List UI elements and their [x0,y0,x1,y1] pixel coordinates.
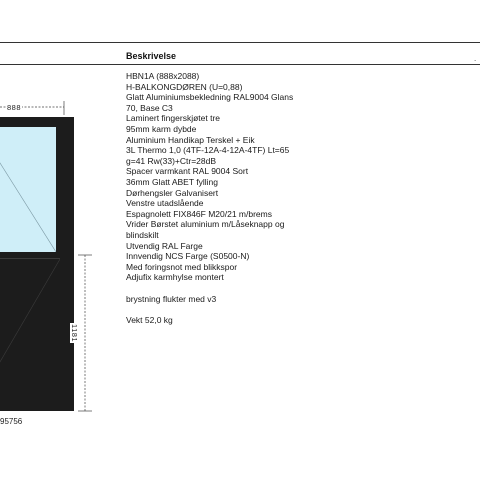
desc-line: Innvendig NCS Farge (S0500-N) [126,251,250,262]
desc-line: Utvendig RAL Farge [126,240,203,251]
desc-extra-note: brystning flukter med v3 [126,293,217,304]
width-dimension-label: 888 [7,103,22,112]
desc-spacer [126,304,471,315]
desc-line: 95mm karm dybde [126,123,197,134]
desc-line: Laminert fingerskjøtet tre [126,113,221,124]
width-dimension [0,95,66,115]
desc-line: 36mm Glatt ABET fylling [126,176,218,187]
glass-opening-lines [0,127,56,252]
column-header-beskrivelse: Beskrivelse [126,51,177,61]
desc-line: g=41 Rw(33)+Ctr=28dB [126,155,217,166]
desc-spacer [126,283,471,294]
desc-line: Aluminium Handikap Terskel + Eik [126,134,255,145]
door-drawing [0,95,110,425]
desc-line: Adjufix karmhylse montert [126,272,224,283]
desc-weight: Vekt 52,0 kg [126,315,173,326]
desc-line: blindskilt [126,229,159,240]
desc-line: 3L Thermo 1,0 (4TF-12A-4-12A-4TF) Lt=65 [126,145,290,156]
desc-line: Venstre utadslående [126,198,204,209]
desc-line: Espagnolett FIX846F M20/21 m/brems [126,208,272,219]
desc-line: HBN1A (888x2088) [126,71,200,81]
door-glass-pane [0,127,56,252]
column-header-tick: . [474,54,477,63]
order-number: 95756 [0,417,23,426]
panel-opening-lines [0,259,60,419]
description-block [126,71,471,326]
desc-line: H-BALKONGDØREN (U=0,88) [126,81,243,92]
desc-line: Med foringsnot med blikkspor [126,261,238,272]
height-dimension-label: 1181 [70,324,79,343]
desc-line: Glatt Aluminiumsbekledning RAL9004 Glans [126,92,294,103]
desc-line: Spacer varmkant RAL 9004 Sort [126,166,249,177]
desc-line: 70, Base C3 [126,102,173,113]
desc-line: Dørhengsler Galvanisert [126,187,219,198]
table-header-rule [0,64,480,65]
height-dimension-line [74,95,94,425]
desc-line: Vrider Børstet aluminium m/Låseknapp og [126,219,285,230]
table-top-rule [0,42,480,43]
